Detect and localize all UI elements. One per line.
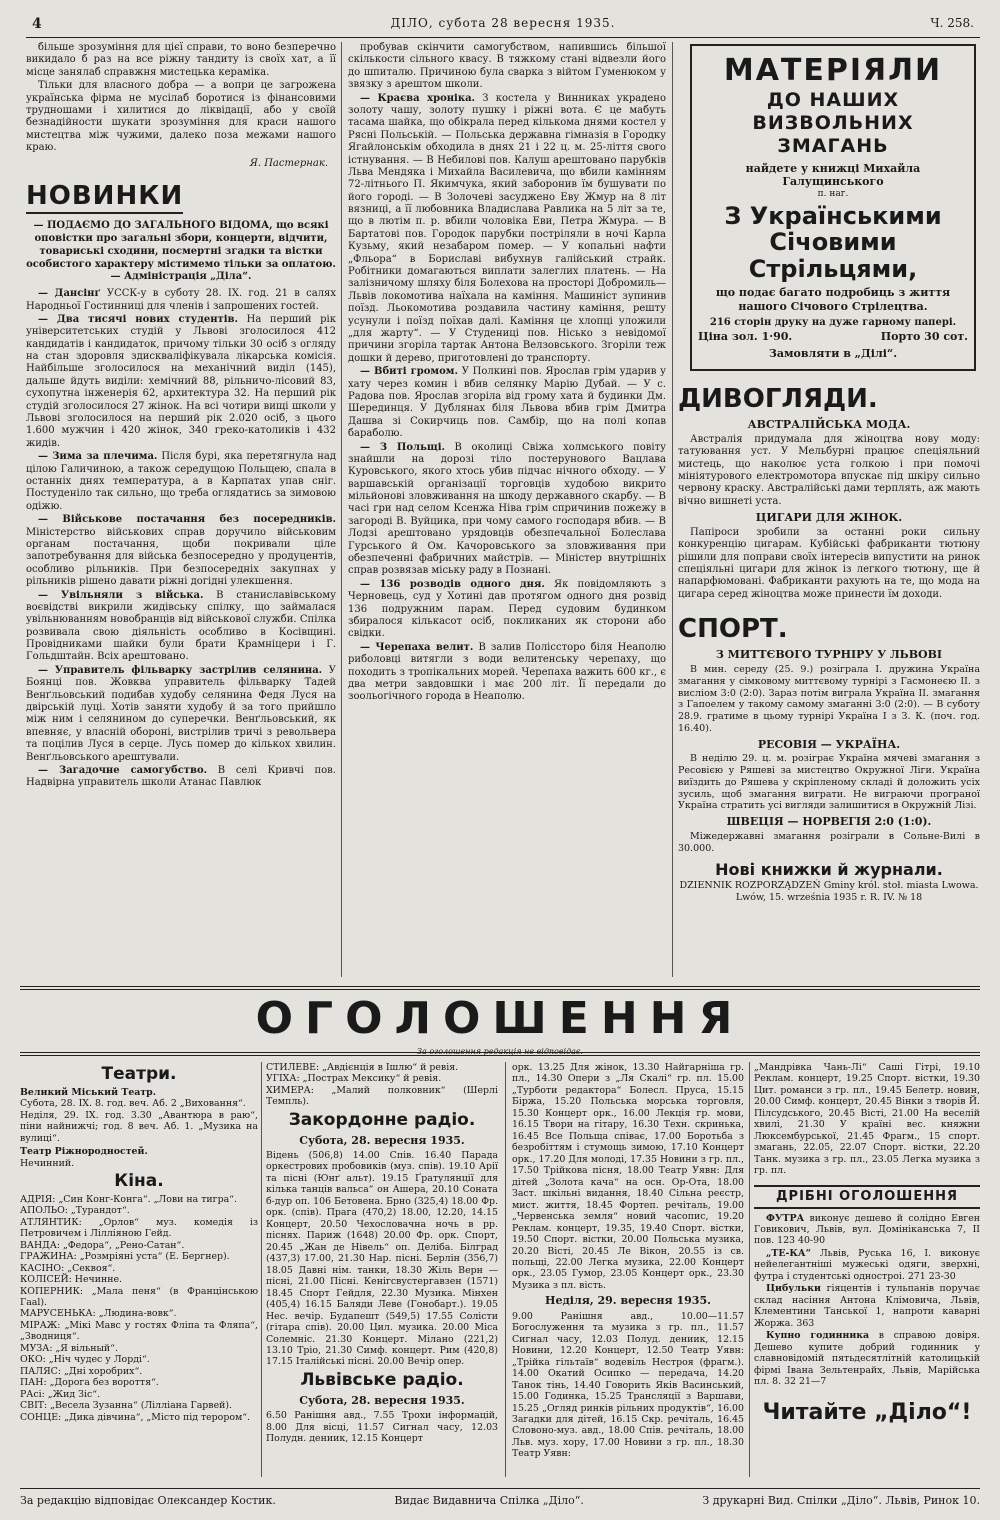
- news-item-text: В околиці Свіжа холмського повіту знайшли на дорозі тіло постерунового Вацлава Куровського, якого хтось убив підчас нічного обходу. — У варшавській організації торговців худобою викрито мільйонові зловживання на шкоду державного скарбу. — В часі гри над селом Ксенжа Ніва грім спричинив пожежу в загороді В. Вуйцика, при чому самого господаря вбив. — В Лодзі арештовано урядовців обезпечальної Болеслава Гурського й Ом. Качоровського за зловживання при обезпеченні фабричних майстрів. — Міністер внутрішніх справ розвязав міську раду в Познані.: [348, 441, 666, 577]
- ad-postage: Порто 30 сот.: [880, 329, 968, 343]
- news-item: [26, 765, 336, 790]
- section-heading-sport: СПОРТ.: [678, 614, 788, 645]
- news-item-head: — Черепаха велит.: [360, 641, 474, 653]
- classified-head: Купно годинника: [766, 1330, 870, 1342]
- news-item-head: — Управитель фільварку застрілив селянина.: [38, 664, 323, 676]
- top-columns: [26, 42, 980, 982]
- news-item: [348, 42, 666, 92]
- classified-ad: [754, 1213, 980, 1247]
- classified-text: Львів, Руська 16, І. виконує нейелегантніші мужеські одяги, зверхні, футра і студентські одностроі. 271 23-30: [754, 1247, 980, 1282]
- news-item: [26, 288, 336, 313]
- ad-prices: [698, 330, 968, 344]
- lviv-radio-title: Львівське радіо.: [300, 1369, 464, 1390]
- news-item: [26, 314, 336, 450]
- ad-line: найдете у книжці Михайла Галущинського: [745, 161, 921, 189]
- cinema-line: АПОЛЬО: „Турандот“.: [20, 1205, 130, 1217]
- news-item-text: В станиславівському воєвідстві викрили жидівську спілку, що займалася увільнюванням новобранців від військової служби. Спілка розвивала свою діяльність особливо в Косівщині. Провідниками шайки були брати Крамніцери і Г. Гольдштайн. Всіх арештовано.: [26, 589, 336, 663]
- cinema-line: ВАНДА: „Федора“, „Рено-Сатан“.: [20, 1239, 185, 1251]
- cinema-line: КАСІНО: „Секвоя“.: [20, 1262, 116, 1274]
- subheading: РЕСОВІЯ — УКРАЇНА.: [757, 737, 901, 751]
- announcements-columns: [20, 1062, 980, 1482]
- subheading: З МИТТЄВОГО ТУРНІРУ У ЛЬВОВІ: [715, 648, 943, 662]
- radio-program: 9.00 Ранішня авд., 10.00—11.57 Богослуження та музика з гр. пл., 11.57 Сигнал часу, 12.03 Полуд. дениик, 12.15 Новини, 12.20 Концерт, 12.50 Театр Уявн: „Трійка гільтаїв“ водевіль Нестроя (фрагм.). 14.00 Окатий Осипко — передача, 14.20 Танок тінь, 14.40 Говорить Яків Васинський, 15.00 Годинка, 15.25 Трансляції з Варшави, 15.25 „Огляд ринків рільних продуктів“, 16.00 Загадки для дітей, 16.15 Скр. речіталь, 16.45 Словоно-муз. авд., 18.00 Спів. речіталь, 18.00 Льв. муз. хору, 17.00 Новини з гр. пл., 18.30 Театр Уявн:: [512, 1310, 744, 1460]
- theatre-line: Неділя, 29. IX. год. 3.30 „Авантюра в раю“, піни найнижчі; год. 8 веч. Аб. 1. „Музика на вулиці“.: [20, 1109, 258, 1144]
- classified-ad: [754, 1283, 980, 1329]
- column-rule: [672, 42, 673, 977]
- news-item-head: — Два тисячі нових студентів.: [38, 313, 238, 325]
- radio-program: „Мандрівка Чань-Лі“ Саші Гітрі, 19.10 Реклам. концерт, 19.25 Спорт. вістки, 19.30 Цит. романси з гр. пл., 19.45 Белетр. новин, 20.00 Симф. концерт, 20.45 Вінки з творів Й. Пілсудського, 20.45 Вісті, 21.00 На веселій хвилі, 21.30 У країні вес. княжни Люксембурської, 21.45 Фрагм., 15 спорт. змагань, 22.05, 22.07 Спорт. вістки, 22.20 Танк. музика з гр. пл., 23.05 Легка музика з гр. пл.: [754, 1062, 980, 1177]
- classified-text: виконує дешево й солідно Евген Говикович, Львів, вул. Домініканська 7, ІІ пов. 123 40-90: [754, 1212, 980, 1247]
- classified-head: Цибульки: [766, 1283, 821, 1295]
- footer-printer: З друкарні Вид. Спілки „Діло“. Львів, Ринок 10.: [702, 1494, 980, 1507]
- ad-subtitle: ЗМАГАНЬ: [777, 134, 889, 157]
- news-item-text: Після бурі, яка перетягнула над цілою Галичиною, а також середущою Польщею, спала в останніх днях температура, а в Карпатах упав сніг. Постуденіло так сильно, що треба оглядатись за зимовою одіжю.: [26, 451, 336, 512]
- radio-program: 6.50 Ранішня авд., 7.55 Трохи інформацій, 8.00 Для вісці, 11.57 Сигнал часу, 12.03 Полудн. дениик, 12.15 Концерт: [266, 1410, 498, 1444]
- article-paragraph: більше зрозуміння для цієї справи, то воно безперечно викидало б раз на все ріжну тандиту із своїх хат, а її місце занялаб справжня мистецька кераміка.: [26, 42, 336, 78]
- theatres-column: [20, 1062, 258, 1423]
- cinema-line: АТЛЯНТИК: „Орлов“ муз. комедія із Петровичем і Лілліяною Гейд.: [20, 1216, 258, 1240]
- classified-head: „ТЕ-КА“: [766, 1247, 811, 1259]
- theatres-title: Театри.: [101, 1064, 177, 1084]
- admin-notice: — ПОДАЄМО ДО ЗАГАЛЬНОГО ВІДОМА, що всякі оповістки про загальні збори, концерти, відчити, товариські сходини, посмертні згадки та вістки особистого характеру містимемо тільки за оплатою. — Адміністрація „Діла“.: [26, 220, 336, 283]
- page-header: [26, 14, 980, 38]
- page-number: 4: [32, 16, 42, 32]
- news-item-head: — Загадочне самогубство.: [38, 764, 208, 776]
- news-item: [348, 579, 666, 641]
- footer-editor: За редакцію відповідає Олександер Костик.: [20, 1494, 276, 1507]
- radio-date: Субота, 28. вересня 1935.: [299, 1393, 465, 1407]
- cinema-line: КОПЕРНИК: „Мала пеня“ (в Францінською Гаal).: [20, 1285, 258, 1308]
- cinemas-title: Кіна.: [114, 1171, 164, 1192]
- news-item-text: В залив Поліссторо біля Неаполю риболовці витягли з води велитенську черепаху, що походить з тропікальних морей. Черепаха важить 600 кг., є два метри завдовшки і має 200 літ. Її передали до зоольогічного города в Неаполю.: [348, 641, 666, 703]
- column-2: [348, 42, 666, 705]
- subheading: ШВЕЦІЯ — НОРВЕГІЯ 2:0 (1:0).: [726, 815, 932, 829]
- cinema-line: ПАН: „Дорога без вороття“.: [20, 1377, 159, 1389]
- article-paragraph: Тільки для власного добра — а вопри це загрожена українська фірма не мусілаб боротися із фінансовими трудношами і хилитися до ліквідації, або у своїй безнадійности шукати зрозуміння для краси нашого мистецтва між чужими, далеко поза межами нашого краю.: [26, 80, 336, 154]
- announcements-banner: [20, 986, 980, 1056]
- section-heading-curiosities: ДИВОГЛЯДИ.: [678, 384, 878, 415]
- news-item: [348, 93, 666, 366]
- book-advertisement: [690, 44, 976, 371]
- classified-ad: [754, 1330, 980, 1387]
- news-item-head: — Вбиті громом.: [360, 366, 458, 378]
- new-books: [678, 860, 980, 903]
- news-item: [348, 366, 666, 440]
- masthead-line: ДІЛО, субота 28 вересня 1935.: [390, 16, 616, 30]
- ad-line: 216 сторін друку на дуже гарному папері.: [709, 317, 957, 329]
- classified-ad: [754, 1248, 980, 1282]
- footer-publisher: Видає Видавнича Спілка „Діло“.: [394, 1494, 584, 1507]
- cinema-line: МІРАЖ: „Мікі Мавс у гостях Фліпа та Фляпа“, „Зводниця“.: [20, 1319, 258, 1343]
- article-paragraph: Австралія придумала для жіноцтва нову моду: татуювання уст. У Мельбурні працює спеціяльний мистець, що наколює уста голкою і при помочі мініятурового електромотора впускає під шкіру сильно червону краску. Австралійські дами терплять, аж мають вічно вишнеті уста.: [678, 433, 980, 507]
- ad-line: що подає багато подробиць з життя нашого Січового Стрілецтва.: [715, 286, 951, 313]
- classifieds-column: [754, 1062, 980, 1426]
- news-item: [348, 442, 666, 578]
- ad-book-title: З Українськими Січовими Стрільцями,: [724, 201, 942, 283]
- column-rule: [341, 42, 342, 977]
- theatre-name: Великий Міський Театр.: [20, 1086, 156, 1098]
- news-item-text: У Боянці пов. Жовква управитель фільварку Тадей Венґльовський подибав худобу селянина Федя Луся на двірській луці. Хотів заняти худобу й за того прийшло між ним і селянином до суперечки. Венґльовський, як впевняє, у власній обороні, вистрілив тричі з револьвера та поцілив Луся в серце. Лусь помер до кількох хвилин. Венґльовського арештували.: [26, 664, 336, 763]
- cinema-line: СОНЦЕ: „Дика дівчина“, „Місто під терором“.: [20, 1411, 251, 1423]
- radio-column: [266, 1062, 498, 1444]
- column-1: [26, 42, 336, 791]
- announcements-title: ОГОЛОШЕННЯ: [255, 993, 745, 1044]
- news-item-head: — Краєва хроніка.: [360, 92, 476, 104]
- cinema-line: ГРАЖИНА: „Розмріяні уста“ (Е. Бергнер).: [20, 1251, 230, 1263]
- news-item-text: пробував скінчити самогубством, напившись більшої скількости сільного квасу. В тяжкому стані відвезли його до шпиталю. Причиною була сварка з війтом Гуменюком у звязку з арештом школи.: [348, 42, 666, 91]
- article-paragraph: Папіроси зробили за останні роки сильну конкуренцію цигарам. Кубійські фабриканти тютюну рішили для поправи своїх інтересів випустити на ринок спеціяльні цигари для жінок із легкого тютюну, ще й напарфюмовані. Фабриканти рахують на те, що мода на цигара серед жіноцтва може принести їм доходи.: [678, 526, 980, 600]
- column-rule: [261, 1062, 262, 1477]
- theatre-line: Субота, 28. IX. 8. год. веч. Аб. 2 „Виховання“.: [20, 1098, 246, 1110]
- news-item-head: — З Польщі.: [360, 441, 445, 453]
- cinema-line: ПАЛЯС: „Дні хоробрих“.: [20, 1365, 143, 1377]
- radio-column-continued: [512, 1062, 744, 1460]
- column-rule: [505, 1062, 506, 1477]
- article-paragraph: В неділю 29. ц. м. розіграє Україна мячеві змагання з Ресовією у Ряшеві за мистецтво Окружної Ліги. Україна виїздить до Ряшева у скріпленому складі й доложить усіх зусиль, щоб змагання виграти. Не виграючи програної Україна стратить усі вигляди залишитися в Окружній Лізі.: [678, 753, 980, 812]
- news-item: [26, 514, 336, 588]
- news-item-text: Міністерство військових справ доручило військовим органам постачання, щоби покривали ціле запотребування для війська безпосередно у продуцентів, особливо рільників. При безпосередніх закупнах у рільників рішено давати ріжні догідні улекшення.: [26, 526, 336, 588]
- ad-line: п. наг.: [817, 188, 849, 199]
- cinema-line: МУЗА: „Я вільный“.: [20, 1342, 118, 1354]
- cinema-line: МАРУСЕНЬКА: „Людина-вовк“.: [20, 1308, 177, 1320]
- news-item-text: З костела у Винниках украдено золоту чашу, золоту пушку і ріжні вота. Є це мабуть тасама шайка, що обікрала перед кількома днями костел у Рясні Польській. — Польська державна гімназія в Городку Ягайлонськім обходила в днях 21 і 22 ц. м. 25-ліття свого істнування. — В Небилові пов. Калуш арештовано парубків Льва Мендяка і Михайла Василевича, що вбили камінням 72-літнього П. Якимчука, який заборонив їм бушувати по його городі. — В Золочеві засуджено Еву Жмур на 8 літ вязниці, а її любовника Владислава Равлика на 5 літ за те, що в лютім п. р. вбили чоловіка Еви, Петра Жмура. — В Бартатові пов. Городок парубки постріляли в ночі Карла Кузьму, який незабаром помер. — У копальні нафти „Фльора“ в Бориславі вибухнув галійський страйк. Робітники домагаються виплати залеглих платень. — На залізничому шляху біля Болехова на просторі Добромиль—Львів локомотива наїхала на каміння. Машиніст зупинив поїзд. Льокомотива роздавила частину каміння, решту усунули і поїзд поїхав далі. Каміння це хлопці уложили „для жарту“. — У Студениці пов. Нісько з невідомої причини згоріла тартак Антона Велзовського. Згоріли теж дошки й дерево, приготовлені до транспорту.: [348, 92, 666, 364]
- author-signature: Я. Пастернак.: [249, 157, 328, 169]
- cinema-line: ОКО: „Ніч чудес у Лорді“.: [20, 1354, 150, 1366]
- article-paragraph: Міжедержавні змагання розіграли в Сольне-Вилі в 30.000.: [678, 830, 980, 854]
- cinema-line: РАсі: „Жид Зіс“.: [20, 1388, 101, 1400]
- ad-title: МАТЕРІЯЛИ: [723, 53, 943, 88]
- classifieds-title: ДРІБНІ ОГОЛОШЕННЯ: [754, 1185, 980, 1209]
- news-item-head: — Дансінґ: [38, 288, 101, 300]
- books-text: DZIENNIK ROZPORZĄDZEŃ Gminy król. stoł. miasta Lwowa. Lwów, 15. września 1935 r. R. IV. № 18: [679, 880, 979, 903]
- classified-text: гіяцентів і тульпанів поручає склад насіння Антона Клімовича, Львів, Клементини Танської 1, напроти каварні Жоржа. 363: [754, 1283, 980, 1329]
- news-item: [26, 665, 336, 764]
- subheading: АВСТРАЛІЙСЬКА МОДА.: [747, 418, 911, 432]
- ad-subtitle: ДО НАШИХ ВИЗВОЛЬНИХ: [752, 89, 914, 134]
- theatre-line: Нечинний.: [20, 1157, 75, 1169]
- read-dilo-slogan: Читайте „Діло“!: [762, 1399, 972, 1425]
- classified-text: в справою довіря. Дешево купите добрий годинник у славновідомій пятьдесятлітній католицькій фірмі Івана Зельтенрайх, Львів, Марійська пл. 8. 32 21—7: [754, 1330, 980, 1388]
- news-item-text: УССК-у в суботу 28. IX. год. 21 в салях Народньої Гостинниці для членів і запрошених гостей.: [26, 288, 336, 312]
- column-rule: [749, 1062, 750, 1477]
- cinema-line: АДРІЯ: „Син Конг-Конга“. „Лови на тигра“.: [20, 1193, 237, 1205]
- radio-program: Відень (506,8) 14.00 Спів. 16.40 Парада оркестрових пробовиків (муз. спів). 19.10 Арії та пісні (Юнґ альт). 19.15 Ґратулянції для кілька танців вальса“ он Ашера, 20.10 Соната б-дур оп. 106 Бетовена. Брно (325,4) 18.00 Фр. орк. (спів). Прага (470,2) 18.00, 12.20, 14.15 Концерт, 20.50 Чехословачна ночь в рр. піснях. Париж (1648) 20.00 Фр. орк. Спорт, 20.45 „Жан де Нівель“ оп. Деліба. Білград (437,3) 17.00, 21.30 Нар. пісні. Берлін (356,7) 18.05 Давні нім. танки, 18.30 Жіль Верн — пісні, 21.00 Пісні. Кенігсвустергавзен (1571) 18.45 Спорт Гейдля, 22.30 Музика. Мінхен (405,4) 16.15 Баляди Леве (Гонобарт.). 19.05 Нес. вечір. Будапешт (549,5) 17.55 Солісти (гітара спів). 20.00 Цил. музика. 20.00 Міса Солемніс. 21.30 Концерт. Мілано (221,2) 13.10 Тріо, 21.30 Симф. концерт. Рим (420,8) 17.15 Італійські пісні. 20.00 Вечір опер.: [266, 1150, 498, 1368]
- radio-date: Субота, 28. вересня 1935.: [299, 1133, 465, 1147]
- column-3: [678, 42, 980, 904]
- cinema-line: КОЛІСЕЙ: Нечинне.: [20, 1274, 122, 1286]
- theatre-name: Театр Ріжнородностей.: [20, 1146, 148, 1158]
- article-paragraph: В мин. середу (25. 9.) розіграла І. дружина Україна змагання у сімковому миттєвому турнірі з Гасмонеєю ІІ. з висліом 3:0 (2:0). Зараз потім виграла Україна ІІ. змагання з Гапоелем у такому самому змаганні 3:0 (2:0). — В суботу 28.9. гратиме в цьому турнірі Україна І з З. К. (поч. год. 16.40).: [678, 664, 980, 734]
- subheading: ЦИГАРИ ДЛЯ ЖІНОК.: [755, 511, 903, 525]
- issue-number: Ч. 258.: [930, 16, 974, 30]
- books-title: Нові книжки й журнали.: [715, 860, 943, 880]
- radio-program: орк. 13.25 Для жінок, 13.30 Найгарніша гр. пл., 14.30 Опери з „Ля Скалі“ гр. пл. 15.00 „Турботи редактора“ Болесл. Пруса, 15.15 Біржа, 15.20 Польська морська торговля, 15.30 Концерт орк., 16.00 Лекція гр. мови, 16.15 Твори на гітару, 16.30 Техн. скринька, 16.45 Все Польща співає, 17.00 Боротьба з безробіттям і стумощь зимою, 17.10 Концерт орк., 17.20 Для молоді, 17.35 Новини з гр. пл., 17.50 Трійкова пісня, 18.00 Театр Уявн: Для дітей „Золота кача“ на осн. Ор-Ота, 18.00 Заст. шкільні видання, 18.40 Сільна реєстр, мист. життя, 18.45 Фортеп. речіталь, 19.00 „Червенська земля“ новий часопис, 19.20 Реклам. концерт, 19.35, 19.40 Спорт. вістки, 19.50 Спорт. вістки, 20.00 Польська музика, 20.20 Вісті, 20.45 Ле Вікон, 20.55 із св. польщі, 22.00 Легка музика, 22.00 Концерт орк., 23.05 Гумор, 23.05 Концерт орк., 23.30 Музика з пл. вість.: [512, 1062, 744, 1291]
- cinema-line: СТИЛЕВЕ: „Авдієнція в Ішлю“ й ревія.: [266, 1062, 459, 1073]
- foreign-radio-title: Закордонне радіо.: [288, 1109, 476, 1130]
- news-item-text: На перший рік університетських студій у Львові зголосилося 412 кандидатів і кандидаток, причому тільки 30 осіб з огляду на стан здоровля здискваліфікувала лікарська комісія. Найбільше зголосилося на механічний виділ (145), дальше йдуть виділи: хемічний 88, рільничо-лісовий 83, сухопутна інженерія 62, архитектура 32. На перший рік студій зголосилося 27 жінок. На всі чотири вищі школи у Львові зголосилося на перший рік 2.020 осіб, з цього 1.600 мужчин і 420 жінок, 340 греко-католиків і 432 жидів.: [26, 313, 336, 449]
- news-item: [26, 590, 336, 664]
- news-item-text: Як повідомляють з Черновець, суд у Хотині дав протягом одного дня розвід 136 подружним парам. Перед судовим будинком збиралося кількасот осіб, покликаних як сторони або свідки.: [348, 578, 666, 640]
- announcements-note: За оголошення редакція не відповідає.: [417, 1046, 583, 1056]
- ad-order: Замовляти в „Ділі“.: [768, 347, 898, 361]
- news-item-text: У Полкині пов. Ярослав грім ударив у хату через комин і вбив селянку Марію Дубай. — У с. Радова пов. Ярослав згоріла від грому хата й будинки Дм. Шерединця. У Дублянах біля Львова вбив грім Дмитра Дашва зі Сокирчиць пов. Самбір, що на полі копав бараболю.: [348, 366, 666, 440]
- cinema-line: ХИМЕРА: „Малий полковник“ (Шерлі Темпль).: [266, 1084, 498, 1108]
- radio-date: Неділя, 29. вересня 1935.: [545, 1294, 711, 1308]
- news-item-head: — Військове постачання без посередників.: [38, 514, 336, 526]
- news-item-head: — Зима за плечима.: [38, 451, 158, 463]
- news-item-head: — 136 розводів одного дня.: [360, 578, 545, 590]
- cinema-line: УГІХА: „Пострах Мексику“ й ревія.: [266, 1073, 442, 1085]
- cinema-line: СВІТ: „Весела Зузанна“ (Лілліана Гарвей).: [20, 1400, 232, 1412]
- news-item: [26, 451, 336, 513]
- page-footer: [20, 1488, 980, 1512]
- news-item-text: В селі Кривчі пов. Надвірна управитель школи Атанас Павлюк: [26, 764, 336, 789]
- news-item-head: — Увільняли з війська.: [38, 589, 204, 601]
- classified-head: ФУТРА: [766, 1212, 805, 1224]
- section-heading-news: НОВИНКИ: [26, 180, 183, 214]
- news-item: [348, 642, 666, 704]
- ad-price: Ціна зол. 1·90.: [698, 329, 793, 343]
